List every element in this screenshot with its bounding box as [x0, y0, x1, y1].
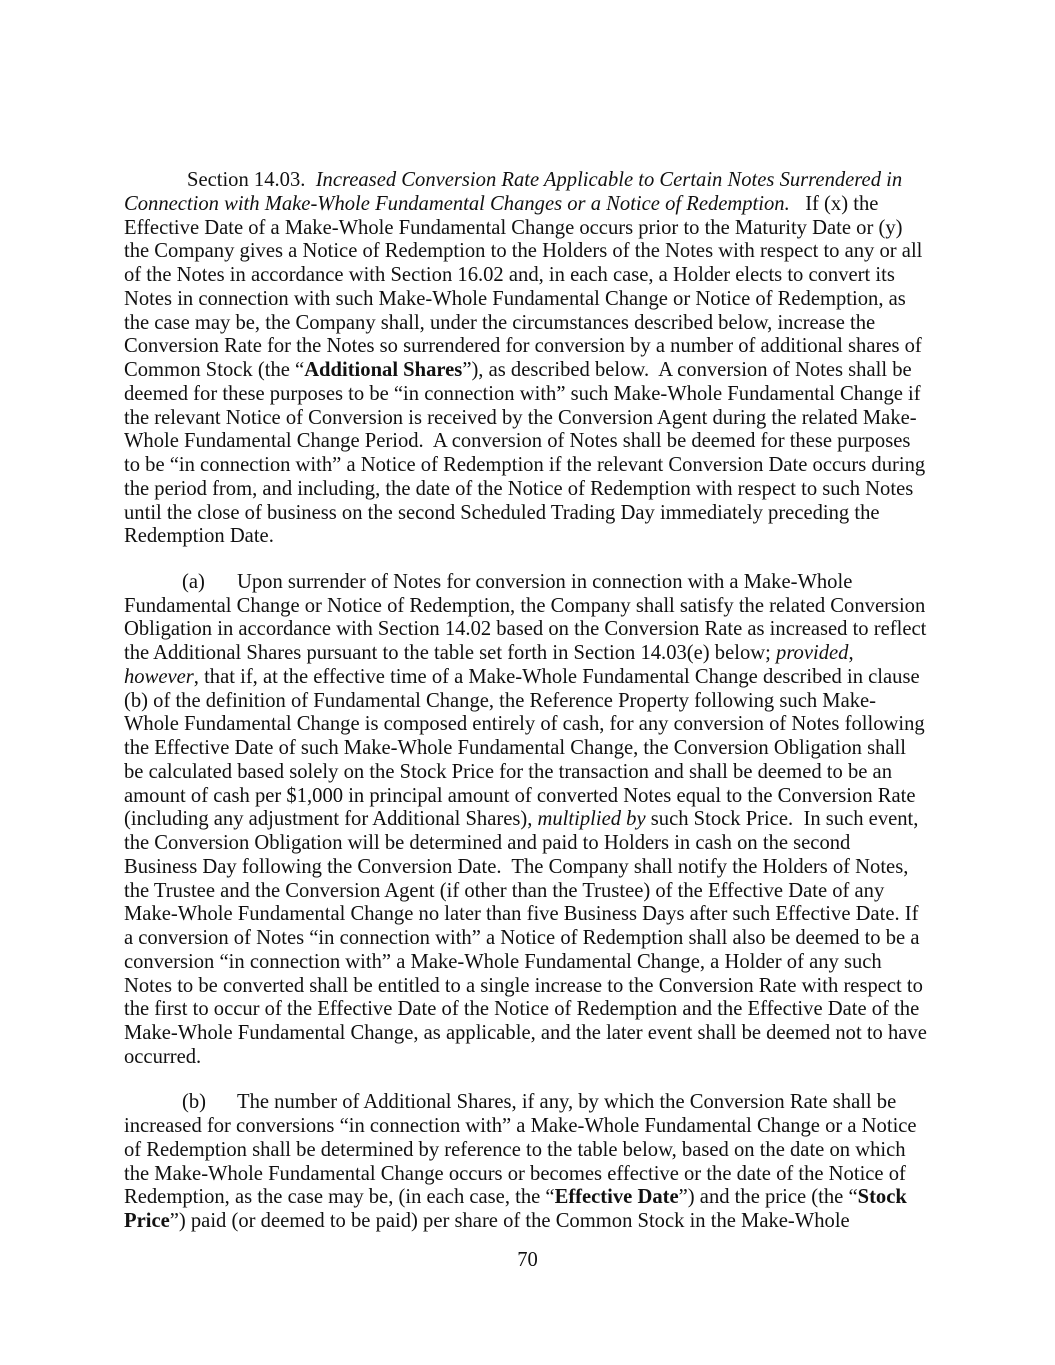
text-run: of the Notes in accordance with Section 16.02 and, in each case, a Holder elects to convert its	[124, 264, 895, 286]
text-line	[124, 832, 954, 856]
italic-text: Connection with Make-Whole Fundamental Changes or a Notice of Redemption.	[124, 192, 790, 215]
text-line	[124, 951, 954, 975]
text-run: the Company gives a Notice of Redemption to the Holders of the Notes with respect to any or all	[124, 240, 923, 263]
text-run: ”) and the price (the “	[678, 1186, 858, 1209]
italic-text: Increased Conversion Rate Applicable to Certain Notes Surrendered in	[315, 169, 903, 191]
text-line	[124, 1186, 954, 1210]
text-run: occurred.	[124, 1045, 202, 1068]
text-line	[124, 383, 954, 407]
text-line	[124, 240, 954, 264]
text-run: Fundamental Change or Notice of Redemption, the Company shall satisfy the related Conversion	[124, 594, 926, 617]
text-line	[124, 169, 954, 193]
text-run: Make-Whole Fundamental Change no later than five Business Days after such Effective Date. If	[124, 903, 919, 926]
text-run: the relevant Notice of Conversion is received by the Conversion Agent during the related Make-	[124, 406, 917, 429]
text-run: (b) of the definition of Fundamental Change, the Reference Property following such Make-	[124, 689, 877, 712]
italic-text: multiplied by	[537, 808, 646, 831]
text-line	[124, 1139, 954, 1163]
text-run: Conversion Rate for the Notes so surrendered for conversion by a number of additional shares of	[124, 335, 922, 358]
text-line	[124, 1022, 954, 1046]
text-run: Obligation in accordance with Section 14.02 based on the Conversion Rate as increased to reflect	[124, 618, 927, 641]
text-run: Redemption Date.	[124, 525, 274, 548]
text-line	[124, 264, 954, 288]
text-run: a conversion of Notes “in connection with” a Notice of Redemption shall also be deemed to be a	[124, 927, 920, 949]
text-line	[124, 525, 954, 549]
text-line	[124, 856, 954, 880]
text-run: be calculated based solely on the Stock Price for the transaction and shall be deemed to be an	[124, 760, 892, 783]
text-line	[124, 666, 954, 690]
text-line	[124, 595, 954, 619]
text-line	[124, 690, 954, 714]
text-line	[124, 785, 954, 809]
text-run: conversion “in connection with” a Make-Whole Fundamental Change, a Holder of any such	[124, 950, 882, 973]
text-run: until the close of business on the second Scheduled Trading Day immediately preceding the	[124, 501, 880, 524]
page-number: 70	[517, 1249, 538, 1271]
text-line	[124, 713, 954, 737]
text-line	[124, 975, 954, 999]
text-run: ,	[848, 642, 854, 664]
text-line	[124, 312, 954, 336]
text-line	[124, 903, 954, 927]
text-line	[124, 571, 954, 595]
text-line	[124, 217, 954, 241]
text-run: amount of cash per $1,000 in principal amount of converted Notes equal to the Conversion Rate	[124, 784, 916, 807]
clause-label: (b)	[182, 1091, 207, 1114]
text-run: such Stock Price. In such event,	[645, 808, 919, 831]
text-run: Effective Date of a Make-Whole Fundamental Change occurs prior to the Maturity Date or (y)	[124, 216, 903, 239]
text-run: of Redemption shall be determined by reference to the table below, based on the date on which	[124, 1138, 906, 1161]
text-line	[124, 288, 954, 312]
text-run: (including any adjustment for Additional Shares),	[124, 808, 538, 831]
text-run: Common Stock (the “	[124, 359, 305, 381]
bold-term: Effective Date	[554, 1186, 679, 1209]
text-run: the Additional Shares pursuant to the table set forth in Section 14.03(e) below;	[124, 642, 777, 664]
text-line	[124, 618, 954, 642]
text-line	[124, 193, 954, 217]
bold-term: Stock	[857, 1186, 907, 1209]
text-line	[124, 1210, 954, 1234]
bold-term: Price	[124, 1210, 170, 1232]
text-run: If (x) the	[789, 192, 879, 215]
text-run: Section 14.03.	[187, 169, 316, 191]
text-line	[124, 430, 954, 454]
bold-term: Additional Shares	[304, 359, 463, 381]
text-line	[124, 1046, 954, 1070]
text-run: Upon surrender of Notes for conversion in connection with a Make-Whole	[237, 570, 853, 593]
text-run: The number of Additional Shares, if any, by which the Conversion Rate shall be	[237, 1091, 897, 1114]
text-line	[124, 1115, 954, 1139]
text-line	[124, 454, 954, 478]
text-run: the first to occur of the Effective Date of the Notice of Redemption and the Effective Date of the	[124, 998, 920, 1021]
text-run: Business Day following the Conversion Date. The Company shall notify the Holders of Notes,	[124, 855, 909, 878]
text-run: to be “in connection with” a Notice of Redemption if the relevant Conversion Date occurs during	[124, 454, 926, 476]
italic-text: however	[124, 665, 194, 688]
text-line	[124, 998, 954, 1022]
text-run: the Trustee and the Conversion Agent (if other than the Trustee) of the Effective Date of any	[124, 879, 885, 902]
text-run: the period from, and including, the date of the Notice of Redemption with respect to such Notes	[124, 477, 914, 500]
text-line	[124, 478, 954, 502]
text-line	[124, 761, 954, 785]
text-run: increased for conversions “in connection with” a Make-Whole Fundamental Change or a Notice	[124, 1115, 917, 1137]
text-line	[124, 335, 954, 359]
text-run: the case may be, the Company shall, under the circumstances described below, increase the	[124, 311, 876, 334]
text-line	[124, 407, 954, 431]
text-run: Whole Fundamental Change is composed entirely of cash, for any conversion of Notes following	[124, 713, 925, 736]
text-run: Redemption, as the case may be, (in each case, the “	[124, 1186, 555, 1209]
text-line	[124, 502, 954, 526]
text-run: ”) paid (or deemed to be paid) per share of the Common Stock in the Make-Whole	[169, 1210, 850, 1232]
text-run: , that if, at the effective time of a Make-Whole Fundamental Change described in clause	[193, 665, 920, 688]
text-line	[124, 1163, 954, 1187]
text-line	[124, 880, 954, 904]
text-run: deemed for these purposes to be “in connection with” such Make-Whole Fundamental Change if	[124, 382, 921, 405]
italic-text: provided	[776, 642, 849, 664]
text-line	[124, 737, 954, 761]
text-run: Notes in connection with such Make-Whole Fundamental Change or Notice of Redemption, as	[124, 287, 906, 310]
clause-b-paragraph	[124, 1091, 954, 1234]
text-line	[124, 808, 954, 832]
text-run: the Effective Date of such Make-Whole Fundamental Change, the Conversion Obligation shall	[124, 737, 906, 759]
clause-label: (a)	[182, 570, 205, 593]
clause-a-paragraph	[124, 571, 954, 1070]
text-run: Make-Whole Fundamental Change, as applicable, and the later event shall be deemed not to have	[124, 1022, 927, 1044]
text-line	[124, 1091, 954, 1115]
text-run: ”), as described below. A conversion of Notes shall be	[462, 359, 912, 381]
text-line	[124, 642, 954, 666]
text-line	[124, 359, 954, 383]
section-14-03-paragraph	[124, 169, 954, 549]
text-run: the Make-Whole Fundamental Change occurs or becomes effective or the date of the Notice of	[124, 1162, 906, 1185]
text-line	[124, 927, 954, 951]
text-run: Whole Fundamental Change Period. A conversion of Notes shall be deemed for these purposes	[124, 430, 911, 453]
document-body	[124, 169, 954, 1234]
text-run: Notes to be converted shall be entitled to a single increase to the Conversion Rate with respect to	[124, 974, 923, 997]
text-run: the Conversion Obligation will be determined and paid to Holders in cash on the second	[124, 832, 851, 854]
